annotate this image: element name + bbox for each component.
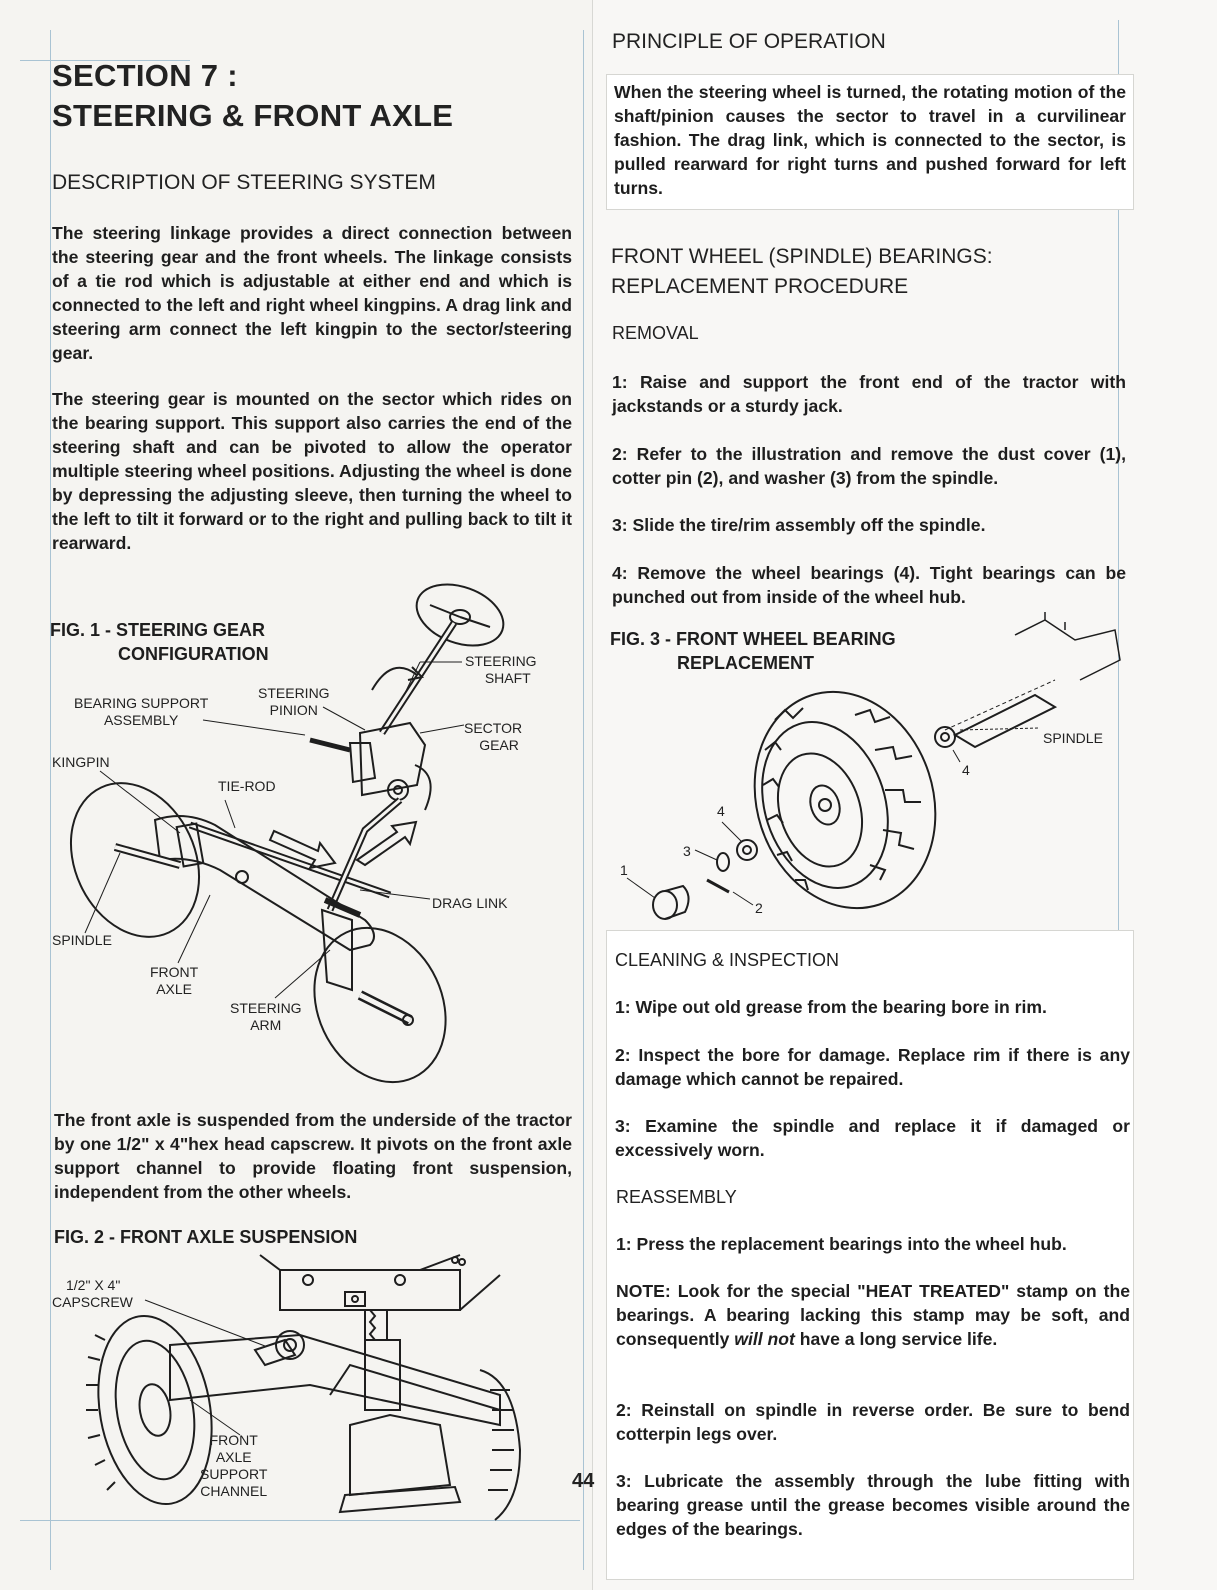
fig1-title-line2: CONFIGURATION bbox=[118, 644, 269, 664]
reassembly-note bbox=[616, 1279, 1130, 1351]
cleaning-heading: CLEANING & INSPECTION bbox=[615, 950, 840, 970]
label-bearing-support: BEARING SUPPORT ASSEMBLY bbox=[74, 695, 209, 728]
removal-step-4: 4: Remove the wheel bearings (4). Tight bearings can be punched out from inside of the wheel hub. bbox=[612, 563, 1126, 607]
description-heading: DESCRIPTION OF STEERING SYSTEM bbox=[52, 171, 436, 194]
section-title-line1: SECTION 7 : bbox=[52, 58, 238, 93]
label-washer-3: 3 bbox=[683, 843, 691, 859]
washer bbox=[717, 853, 729, 871]
cleaning-step-2: 2: Inspect the bore for damage. Replace rim if there is any damage which cannot be repaired. bbox=[615, 1045, 1130, 1089]
dust-cover bbox=[653, 891, 677, 919]
label-support-channel: FRONT AXLE SUPPORT CHANNEL bbox=[200, 1432, 268, 1499]
cotter-pin bbox=[707, 880, 729, 892]
fig1-steering-diagram bbox=[60, 575, 560, 1085]
front-axle-beam bbox=[170, 1335, 500, 1425]
reassembly-step-2: 2: Reinstall on spindle in reverse order. Be sure to bend cotterpin legs over. bbox=[616, 1400, 1130, 1444]
label-kingpin: KINGPIN bbox=[52, 754, 110, 770]
cleaning-step-1: 1: Wipe out old grease from the bearing bore in rim. bbox=[615, 997, 1047, 1017]
rim bbox=[764, 742, 876, 877]
label-front-axle: FRONT AXLE bbox=[150, 964, 199, 997]
label-steering-arm: STEERING ARM bbox=[230, 1000, 302, 1033]
label-capscrew: 1/2" X 4" CAPSCREW bbox=[52, 1277, 133, 1310]
label-steering-pinion: STEERING PINION bbox=[258, 685, 330, 718]
removal-step-3: 3: Slide the tire/rim assembly off the spindle. bbox=[612, 515, 986, 535]
page-number: 44 bbox=[572, 1470, 595, 1492]
label-spindle-fig3: SPINDLE bbox=[1043, 730, 1103, 746]
section-title-line2: STEERING & FRONT AXLE bbox=[52, 98, 454, 133]
reassembly-heading: REASSEMBLY bbox=[616, 1187, 737, 1207]
fig2-title: FIG. 2 - FRONT AXLE SUSPENSION bbox=[54, 1227, 358, 1247]
label-sector-gear: SECTOR GEAR bbox=[464, 720, 523, 753]
label-spindle: SPINDLE bbox=[52, 932, 112, 948]
tractor-frame bbox=[260, 1255, 460, 1270]
paragraph-front-axle: The front axle is suspended from the underside of the tractor by one 1/2" x 4"hex head capscrew. It pivots on the front axle support channel to provide floating front suspension, independent from the other wheels. bbox=[54, 1110, 572, 1202]
reassembly-step-3: 3: Lubricate the assembly through the lube fitting with bearing grease until the grease becomes visible around the edges of the bearings. bbox=[616, 1471, 1130, 1539]
section-title bbox=[52, 56, 572, 136]
removal-step-2: 2: Refer to the illustration and remove the dust cover (1), cotter pin (2), and washer (3) from the spindle. bbox=[612, 444, 1126, 488]
fig1-title-line1: FIG. 1 - STEERING GEAR bbox=[50, 620, 266, 640]
label-steering-shaft: STEERING SHAFT bbox=[465, 653, 537, 686]
jack-stand bbox=[350, 1415, 450, 1495]
right-wheel bbox=[480, 1370, 520, 1520]
label-tie-rod: TIE-ROD bbox=[218, 778, 276, 794]
note-text-before: NOTE: Look for the special "HEAT TREATED" stamp on the bearings. A bearing lacking this stamp may be soft, and consequently bbox=[616, 1281, 1130, 1349]
bearing-left bbox=[737, 840, 757, 860]
guide-line bbox=[583, 30, 584, 1570]
label-cotter-pin-2: 2 bbox=[755, 900, 763, 916]
label-bearing-4-right: 4 bbox=[962, 762, 970, 778]
support-channel bbox=[365, 1310, 387, 1340]
steering-wheel-rim bbox=[408, 573, 512, 656]
reassembly-step-1: 1: Press the replacement bearings into the wheel hub. bbox=[616, 1234, 1067, 1254]
bearings-heading bbox=[611, 242, 993, 302]
note-emphasis: will not bbox=[734, 1329, 795, 1349]
principle-text: When the steering wheel is turned, the rotating motion of the shaft/pinion causes the sector to travel in a curvilinear fashion. The drag link, which is connected to the sector, is pulled rearward for right turns and pushed forward for left turns. bbox=[614, 82, 1126, 198]
label-bearing-4-left: 4 bbox=[717, 803, 725, 819]
removal-step-1: 1: Raise and support the front end of the tractor with jackstands or a sturdy jack. bbox=[612, 372, 1126, 416]
fig3-title-line1: FIG. 3 - FRONT WHEEL BEARING bbox=[610, 629, 896, 649]
principle-heading: PRINCIPLE OF OPERATION bbox=[612, 30, 886, 53]
removal-heading: REMOVAL bbox=[612, 323, 699, 343]
cleaning-step-3: 3: Examine the spindle and replace it if damaged or excessively worn. bbox=[615, 1116, 1130, 1160]
rotate-arrow-icon bbox=[415, 765, 431, 810]
note-text-after: have a long service life. bbox=[794, 1329, 998, 1349]
guide-line bbox=[50, 30, 51, 1570]
label-drag-link: DRAG LINK bbox=[432, 895, 508, 911]
paragraph-steering-gear: The steering gear is mounted on the sector which rides on the bearing support. This support also carries the end of the steering shaft and can be pivoted to allow the operator multiple steering wheel positions. Adjusting the wheel is done by depressing the adjusting sleeve, then turning the wheel to the left to tilt it forward or to the right and pulling back to tilt it rearward. bbox=[52, 389, 572, 553]
label-dust-cover-1: 1 bbox=[620, 862, 628, 878]
fig3-title-line2: REPLACEMENT bbox=[677, 653, 815, 673]
sector-gear bbox=[360, 723, 425, 795]
bearings-heading-line2: REPLACEMENT PROCEDURE bbox=[611, 275, 909, 298]
paragraph-linkage: The steering linkage provides a direct connection between the steering gear and the front wheels. The linkage consists of a tie rod which is adjustable at either end and which is connected to the left and right wheel kingpins. A drag link and steering arm connect the left kingpin to the sector/steering gear. bbox=[52, 223, 572, 363]
left-wheel bbox=[47, 762, 223, 958]
fig3-bearing-diagram bbox=[615, 610, 1135, 930]
bearings-heading-line1: FRONT WHEEL (SPINDLE) BEARINGS: bbox=[611, 245, 993, 268]
